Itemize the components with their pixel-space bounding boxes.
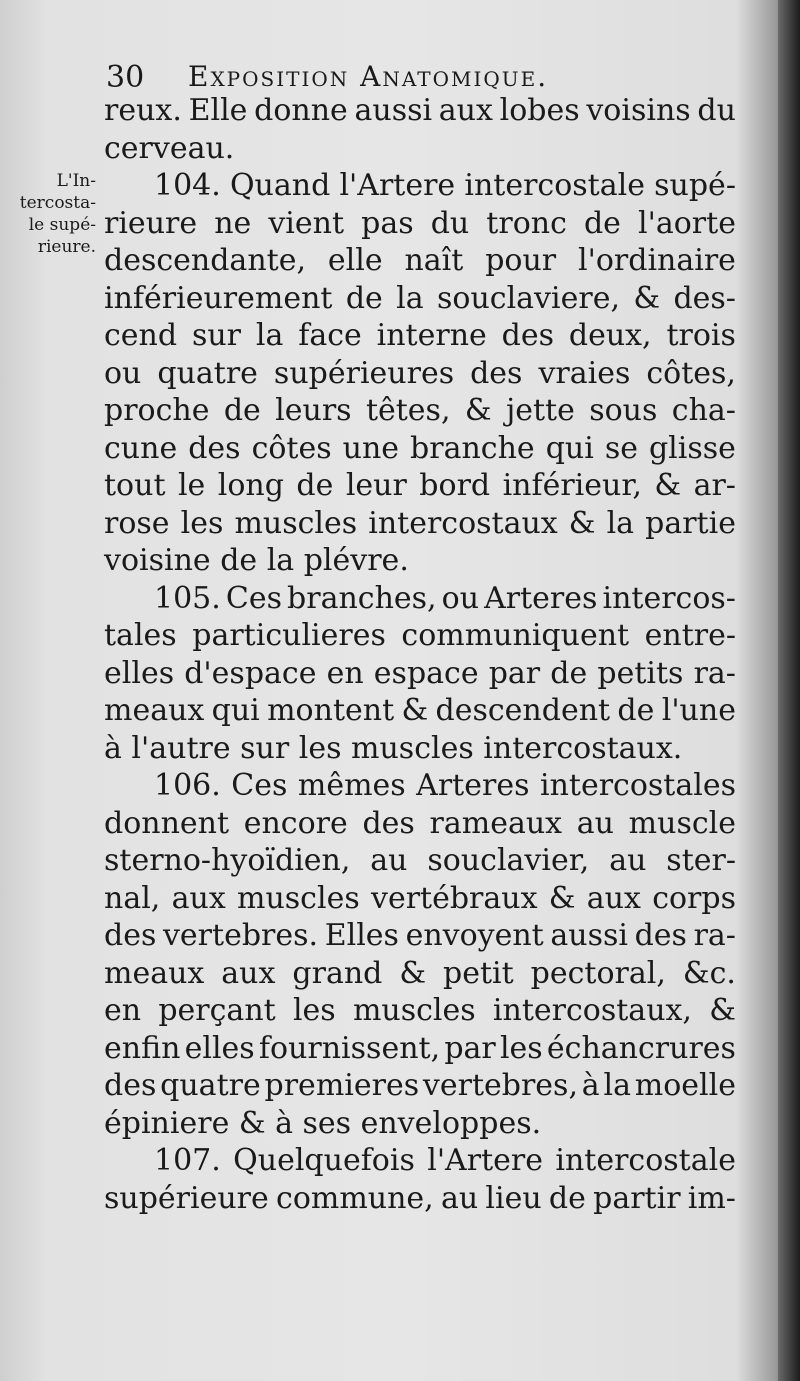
text-line: tales particulieres communiquent entre- [104,618,736,653]
text-line: des vertebres. Elles envoyent aussi des ra- [104,918,736,953]
text-line: en perçant les muscles intercostaux, & [104,993,736,1028]
margin-note-line: tercosta- [19,193,96,213]
margin-note-line: rieure. [37,237,96,257]
text-line: 105. Ces branches, ou Arteres intercos- [154,580,736,616]
text-line: elles d'espace en espace par de petits ra- [104,655,736,691]
text-line: 107. Quelquefois l'Artere intercostale [154,1143,736,1178]
body-text [104,92,736,1217]
text-line: proche de leurs têtes, & jette sous cha- [104,393,736,428]
text-line: cune des côtes une branche qui se glisse [104,430,736,466]
text-line: des quatre premieres vertebres, à la moelle [104,1068,736,1103]
text-line: épiniere & à ses enveloppes. [104,1105,542,1141]
text-line: ou quatre supérieures des vraies côtes, [104,355,736,391]
text-line: enfin elles fournissent, par les échancrures [104,1030,736,1066]
text-line: meaux aux grand & petit pectoral, &c. [104,955,736,991]
text-line: sterno-hyoïdien, au souclavier, au ster- [104,843,736,878]
running-head: Exposition Anatomique. [188,60,549,93]
page-number: 30 [106,60,145,95]
margin-note-line: le supé- [28,215,96,235]
text-line: rieure ne vient pas du tronc de l'aorte [104,205,736,241]
text-line: cerveau. [104,130,235,166]
text-line: cend sur la face interne des deux, trois [104,318,736,353]
margin-note [4,170,96,258]
text-line: donnent encore des rameaux au muscle [104,805,736,841]
text-line: reux. Elle donne aussi aux lobes voisins du [104,93,736,128]
margin-note-line: L'In- [56,171,96,191]
text-line: nal, aux muscles vertébraux & aux corps [104,880,736,916]
text-line: voisine de la plévre. [104,543,409,578]
text-line: meaux qui montent & descendent de l'une [104,693,736,728]
book-spine-shadow [778,0,800,1381]
text-line: inférieurement de la souclaviere, & des- [104,280,736,316]
text-line: rose les muscles intercostaux & la partie [104,505,736,541]
text-line: à l'autre sur les muscles intercostaux. [104,730,683,766]
text-line: descendante, elle naît pour l'ordinaire [104,243,736,278]
text-line: tout le long de leur bord inférieur, & ar- [104,468,736,503]
text-line: 106. Ces mêmes Arteres intercostales [154,768,736,803]
text-line: 104. Quand l'Artere intercostale supé- [154,168,736,203]
text-line: supérieure commune, au lieu de partir im- [104,1180,736,1216]
